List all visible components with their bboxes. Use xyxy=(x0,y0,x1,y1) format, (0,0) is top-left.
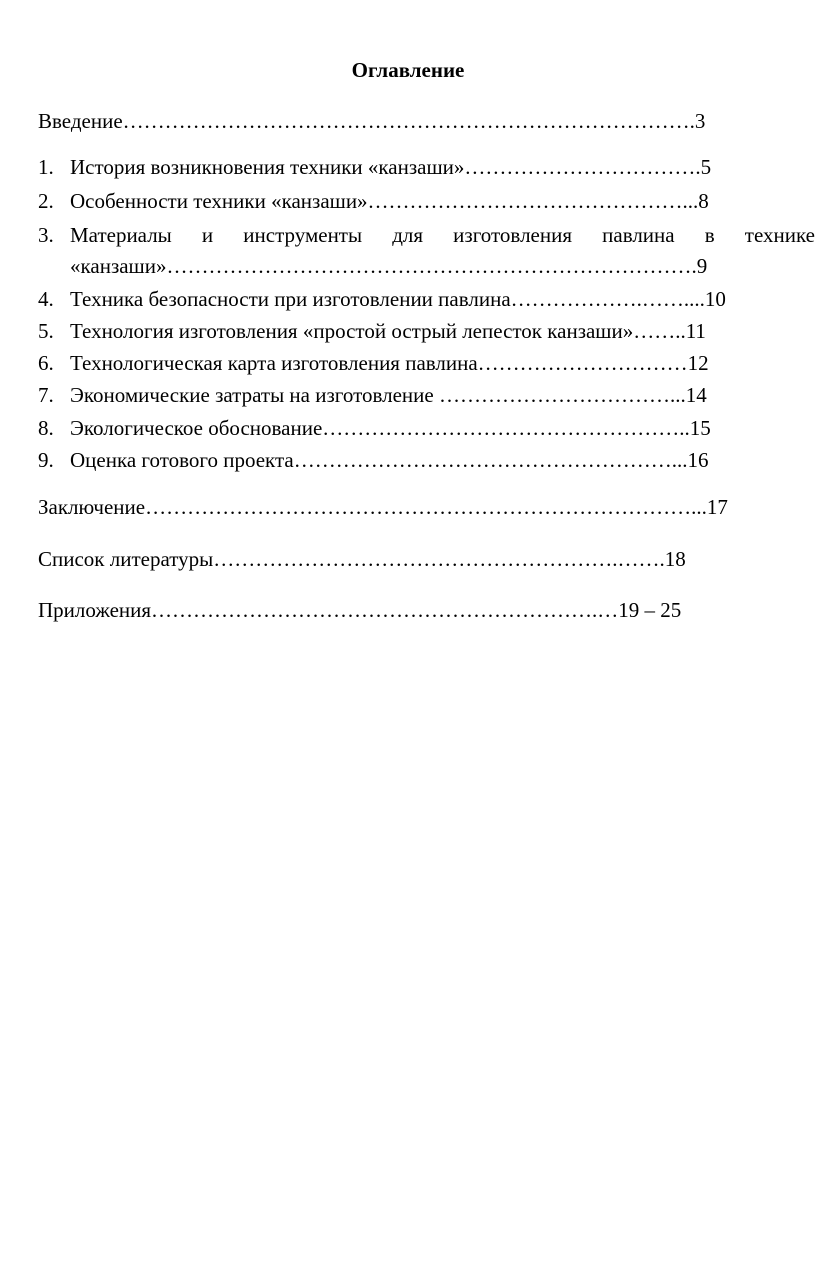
toc-item-text: Техника безопасности при изготовлении павлина……………….……....10 xyxy=(70,287,726,311)
toc-item-text: История возникновения техники «канзаши»…………………………….5 xyxy=(70,155,712,179)
toc-item-number: 7. xyxy=(38,383,54,407)
toc-item-text: Технологическая карта изготовления павлина…………………………12 xyxy=(70,351,709,375)
toc-item-number: 1. xyxy=(38,155,54,179)
toc-item-text-continuation: «канзаши»………………………………………………………………….9 xyxy=(70,254,708,278)
toc-item-text: Экономические затраты на изготовление ……………………………...14 xyxy=(70,383,707,407)
toc-item-number: 6. xyxy=(38,351,54,375)
toc-item-text: Особенности техники «канзаши»………………………………………...8 xyxy=(70,189,709,213)
toc-entry-appendices: Приложения……………………………………………………….…19 – 25 xyxy=(38,598,682,622)
toc-item-text: Материалы и инструменты для изготовления павлина в технике xyxy=(70,223,815,247)
toc-entry-conclusion: Заключение……………………………………………………………………...17 xyxy=(38,495,728,519)
toc-item-text: Оценка готового проекта………………………………………………...16 xyxy=(70,448,709,472)
toc-entry-references: Список литературы………………………………………………….…….18 xyxy=(38,547,686,571)
toc-item-number: 4. xyxy=(38,287,54,311)
toc-item-number: 5. xyxy=(38,319,54,343)
toc-item-number: 3. xyxy=(38,223,54,247)
toc-item-text: Технология изготовления «простой острый лепесток канзаши»……..11 xyxy=(70,319,706,343)
toc-entry-intro: Введение……………………………………………………………………….3 xyxy=(38,109,706,133)
toc-item-number: 8. xyxy=(38,416,54,440)
page-title: Оглавление xyxy=(351,58,465,82)
toc-item-text: Экологическое обоснование……………………………………………..15 xyxy=(70,416,711,440)
toc-item-number: 2. xyxy=(38,189,54,213)
toc-item-number: 9. xyxy=(38,448,54,472)
